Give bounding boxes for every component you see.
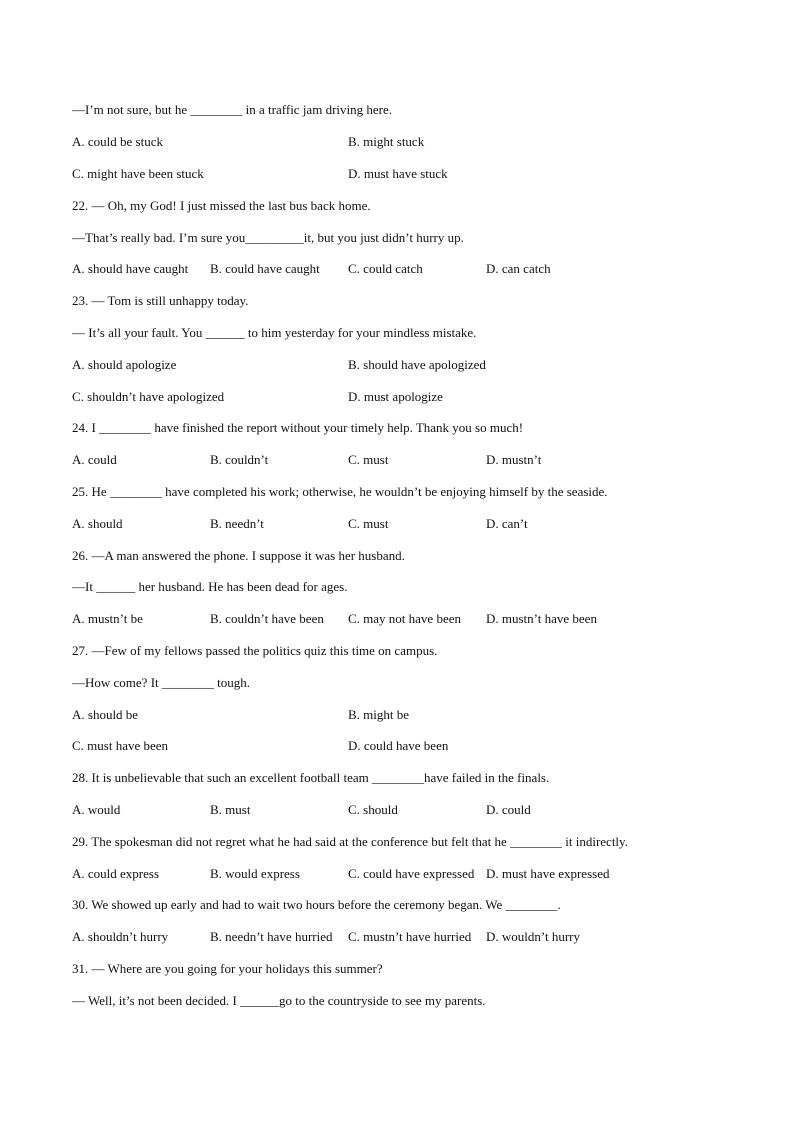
option-d: D. mustn’t: [486, 452, 542, 467]
question-line: — Well, it’s not been decided. I ______go to the countryside to see my parents.: [72, 993, 486, 1008]
option-a: A. shouldn’t hurry: [72, 929, 169, 944]
option-d: D. could: [486, 802, 531, 817]
option-d: D. can catch: [486, 261, 551, 276]
option-a: A. should have caught: [72, 261, 189, 276]
question-line: — It’s all your fault. You ______ to him yesterday for your mindless mistake.: [72, 325, 477, 340]
option-d: D. mustn’t have been: [486, 611, 597, 626]
question-line: —How come? It ________ tough.: [72, 675, 251, 690]
option-b: B. couldn’t: [210, 452, 269, 467]
question-line: —That’s really bad. I’m sure you_________it, but you just didn’t hurry up.: [72, 230, 464, 245]
option-a: A. mustn’t be: [72, 611, 143, 626]
question-line: 31. — Where are you going for your holidays this summer?: [72, 961, 383, 976]
option-c: C. should: [348, 802, 398, 817]
option-b: B. needn’t have hurried: [210, 929, 333, 944]
option-a: A. should apologize: [72, 357, 177, 372]
question-line: —I’m not sure, but he ________ in a traffic jam driving here.: [72, 102, 392, 117]
option-c: C. may not have been: [348, 611, 461, 626]
option-a: A. could: [72, 452, 117, 467]
option-a: A. could express: [72, 866, 160, 881]
question-line: 26. —A man answered the phone. I suppose it was her husband.: [72, 548, 405, 563]
option-c: C. must: [348, 452, 389, 467]
question-line: 23. — Tom is still unhappy today.: [72, 293, 249, 308]
option-d: D. must apologize: [348, 389, 443, 404]
option-b: B. would express: [210, 866, 300, 881]
question-line: 27. —Few of my fellows passed the politics quiz this time on campus.: [72, 643, 438, 658]
question-line: 30. We showed up early and had to wait two hours before the ceremony began. We ________.: [72, 897, 561, 912]
option-c: C. must: [348, 516, 389, 531]
option-b: B. might stuck: [348, 134, 425, 149]
question-line: —It ______ her husband. He has been dead for ages.: [72, 579, 348, 594]
option-d: D. wouldn’t hurry: [486, 929, 581, 944]
option-c: C. could have expressed: [348, 866, 475, 881]
option-b: B. must: [210, 802, 251, 817]
option-d: D. must have stuck: [348, 166, 448, 181]
option-c: C. might have been stuck: [72, 166, 204, 181]
option-b: B. could have caught: [210, 261, 320, 276]
option-b: B. should have apologized: [348, 357, 486, 372]
option-a: A. could be stuck: [72, 134, 163, 149]
question-line: 22. — Oh, my God! I just missed the last bus back home.: [72, 198, 371, 213]
question-line: 29. The spokesman did not regret what he had said at the conference but felt that he ________ it indirectly.: [72, 834, 628, 849]
option-c: C. must have been: [72, 738, 169, 753]
option-c: C. could catch: [348, 261, 423, 276]
option-d: D. must have expressed: [486, 866, 610, 881]
option-b: B. needn’t: [210, 516, 264, 531]
question-line: 24. I ________ have finished the report without your timely help. Thank you so much!: [72, 420, 524, 435]
option-b: B. might be: [348, 707, 410, 722]
option-d: D. could have been: [348, 738, 449, 753]
question-line: 28. It is unbelievable that such an excellent football team ________have failed in the finals.: [72, 770, 550, 785]
option-c: C. shouldn’t have apologized: [72, 389, 225, 404]
option-b: B. couldn’t have been: [210, 611, 324, 626]
option-c: C. mustn’t have hurried: [348, 929, 472, 944]
question-line: 25. He ________ have completed his work; otherwise, he wouldn’t be enjoying himself by the seaside.: [72, 484, 608, 499]
option-a: A. would: [72, 802, 121, 817]
option-a: A. should be: [72, 707, 139, 722]
option-d: D. can’t: [486, 516, 528, 531]
option-a: A. should: [72, 516, 123, 531]
